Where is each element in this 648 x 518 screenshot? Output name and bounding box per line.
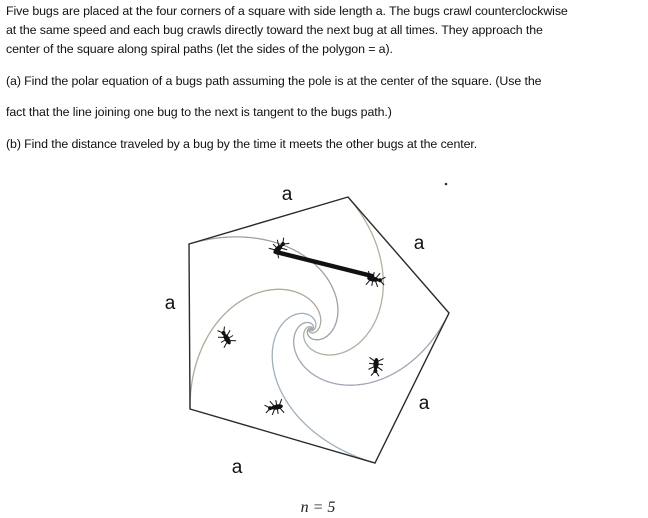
intro-line-1: Five bugs are placed at the four corners of a square with side length a. The bugs crawl counterclockwise <box>6 4 568 18</box>
bug-icon <box>264 399 284 416</box>
side-label-left: a <box>164 293 176 314</box>
part-a-line-2: fact that the line joining one bug to the next is tangent to the bugs path.) <box>6 105 392 119</box>
figure-caption: n = 5 <box>300 499 336 516</box>
bug-icon <box>215 325 236 348</box>
part-b-question: (b) Find the distance traveled by a bug by the time it meets the other bugs at the center. <box>6 137 478 151</box>
spiral-path <box>190 289 321 409</box>
side-label-bottom: a <box>231 457 243 478</box>
part-a-line-1: (a) Find the polar equation of a bugs path assuming the pole is at the center of the square. (Use the <box>6 74 542 88</box>
intro-line-2: at the same speed and each bug crawls directly toward the next bug at all times. They approach the <box>6 23 543 37</box>
spiral-path <box>294 313 449 385</box>
bug-connecting-line <box>276 252 372 276</box>
intro-line-3: center of the square along spiral paths (let the sides of the polygon = a). <box>6 42 393 56</box>
side-label-right-lower: a <box>418 393 430 414</box>
spiral-paths <box>189 197 449 463</box>
side-label-top: a <box>281 184 293 205</box>
spiral-path <box>272 313 375 463</box>
stray-dot <box>445 183 448 186</box>
side-label-right-upper: a <box>413 233 425 254</box>
bug-icon <box>368 357 384 376</box>
